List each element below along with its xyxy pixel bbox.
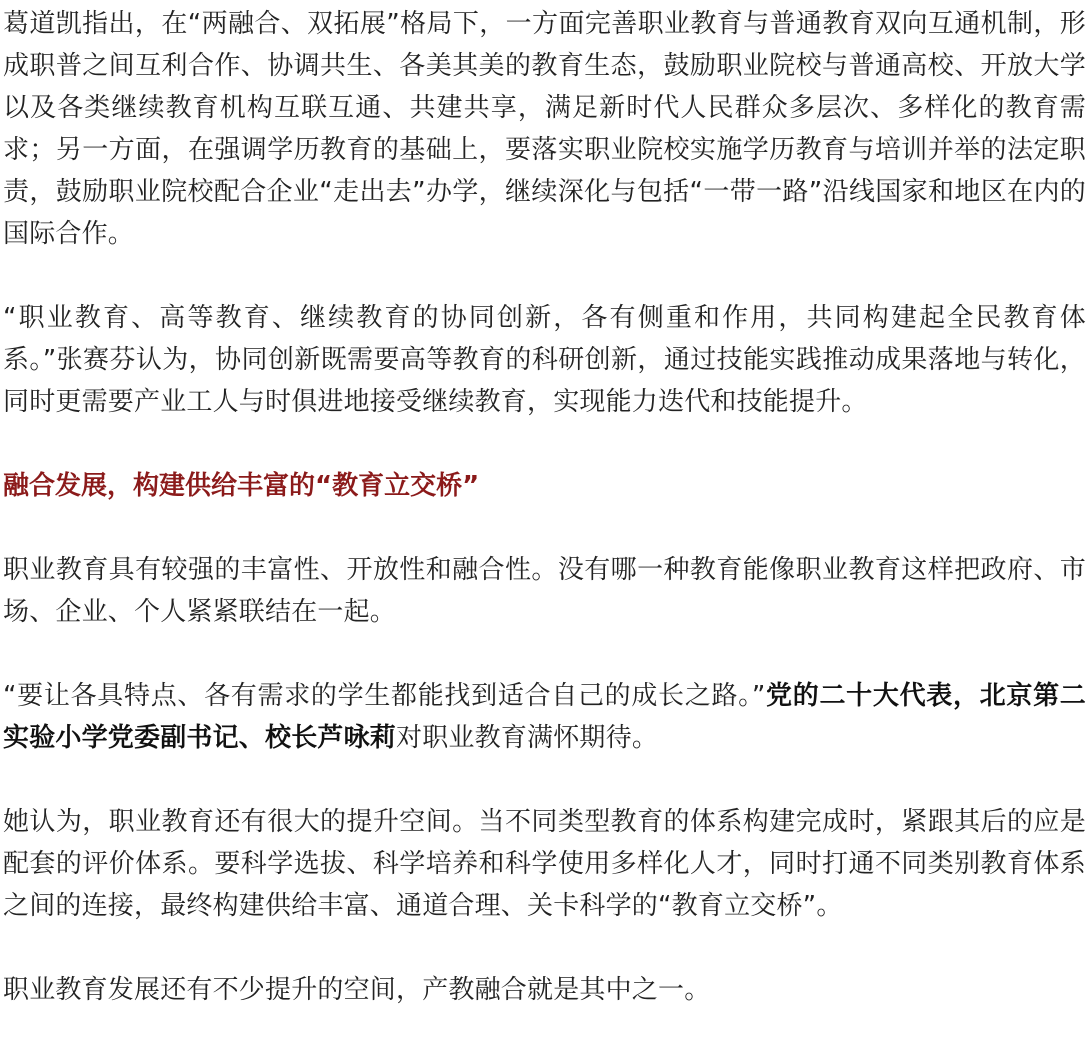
paragraph-vocational-openness: 职业教育具有较强的丰富性、开放性和融合性。没有哪一种教育能像职业教育这样把政府、市场、企业、个人紧紧联结在一起。 xyxy=(3,555,1086,627)
paragraph-ge-daokai: 葛道凯指出，在“两融合、双拓展”格局下，一方面完善职业教育与普通教育双向互通机制，形成职普之间互利合作、协调共生、各美其美的教育生态，鼓励职业院校与普通高校、开放大学以及各类继续教育机构互联互通、共建共享，满足新时代人民群众多层次、多样化的教育需求；另一方面，在强调学历教育的基础上，要落实职业院校实施学历教育与培训并举的法定职责，鼓励职业院校配合企业“走出去”办学，继续深化与包括“一带一路”沿线国家和地区在内的国际合作。 xyxy=(3,9,1086,249)
paragraph-zhang-saifen: “职业教育、高等教育、继续教育的协同创新，各有侧重和作用，共同构建起全民教育体系。”张赛芬认为，协同创新既需要高等教育的科研创新，通过技能实践推动成果落地与转化，同时更需要产业工人与时俱进地接受继续教育，实现能力迭代和技能提升。 xyxy=(3,303,1086,417)
paragraph-industry-education: 职业教育发展还有不少提升的空间，产教融合就是其中之一。 xyxy=(3,975,711,1005)
paragraph-lu-yongli xyxy=(3,675,1086,759)
paragraph-evaluation-system: 她认为，职业教育还有很大的提升空间。当不同类型教育的体系构建完成时，紧跟其后的应是配套的评价体系。要科学选拔、科学培养和科学使用多样化人才，同时打通不同类别教育体系之间的连接，最终构建供给丰富、通道合理、关卡科学的“教育立交桥”。 xyxy=(3,807,1086,921)
paragraph-tail: 对职业教育满怀期待。 xyxy=(396,723,659,753)
bold-attribution: 党的二十大代表，北京第二实验小学党委副书记、校长芦咏莉 xyxy=(3,681,1086,753)
section-heading: 融合发展，构建供给丰富的“教育立交桥” xyxy=(3,471,480,501)
quote-text: “要让各具特点、各有需求的学生都能找到适合自己的成长之路。” xyxy=(3,681,766,711)
